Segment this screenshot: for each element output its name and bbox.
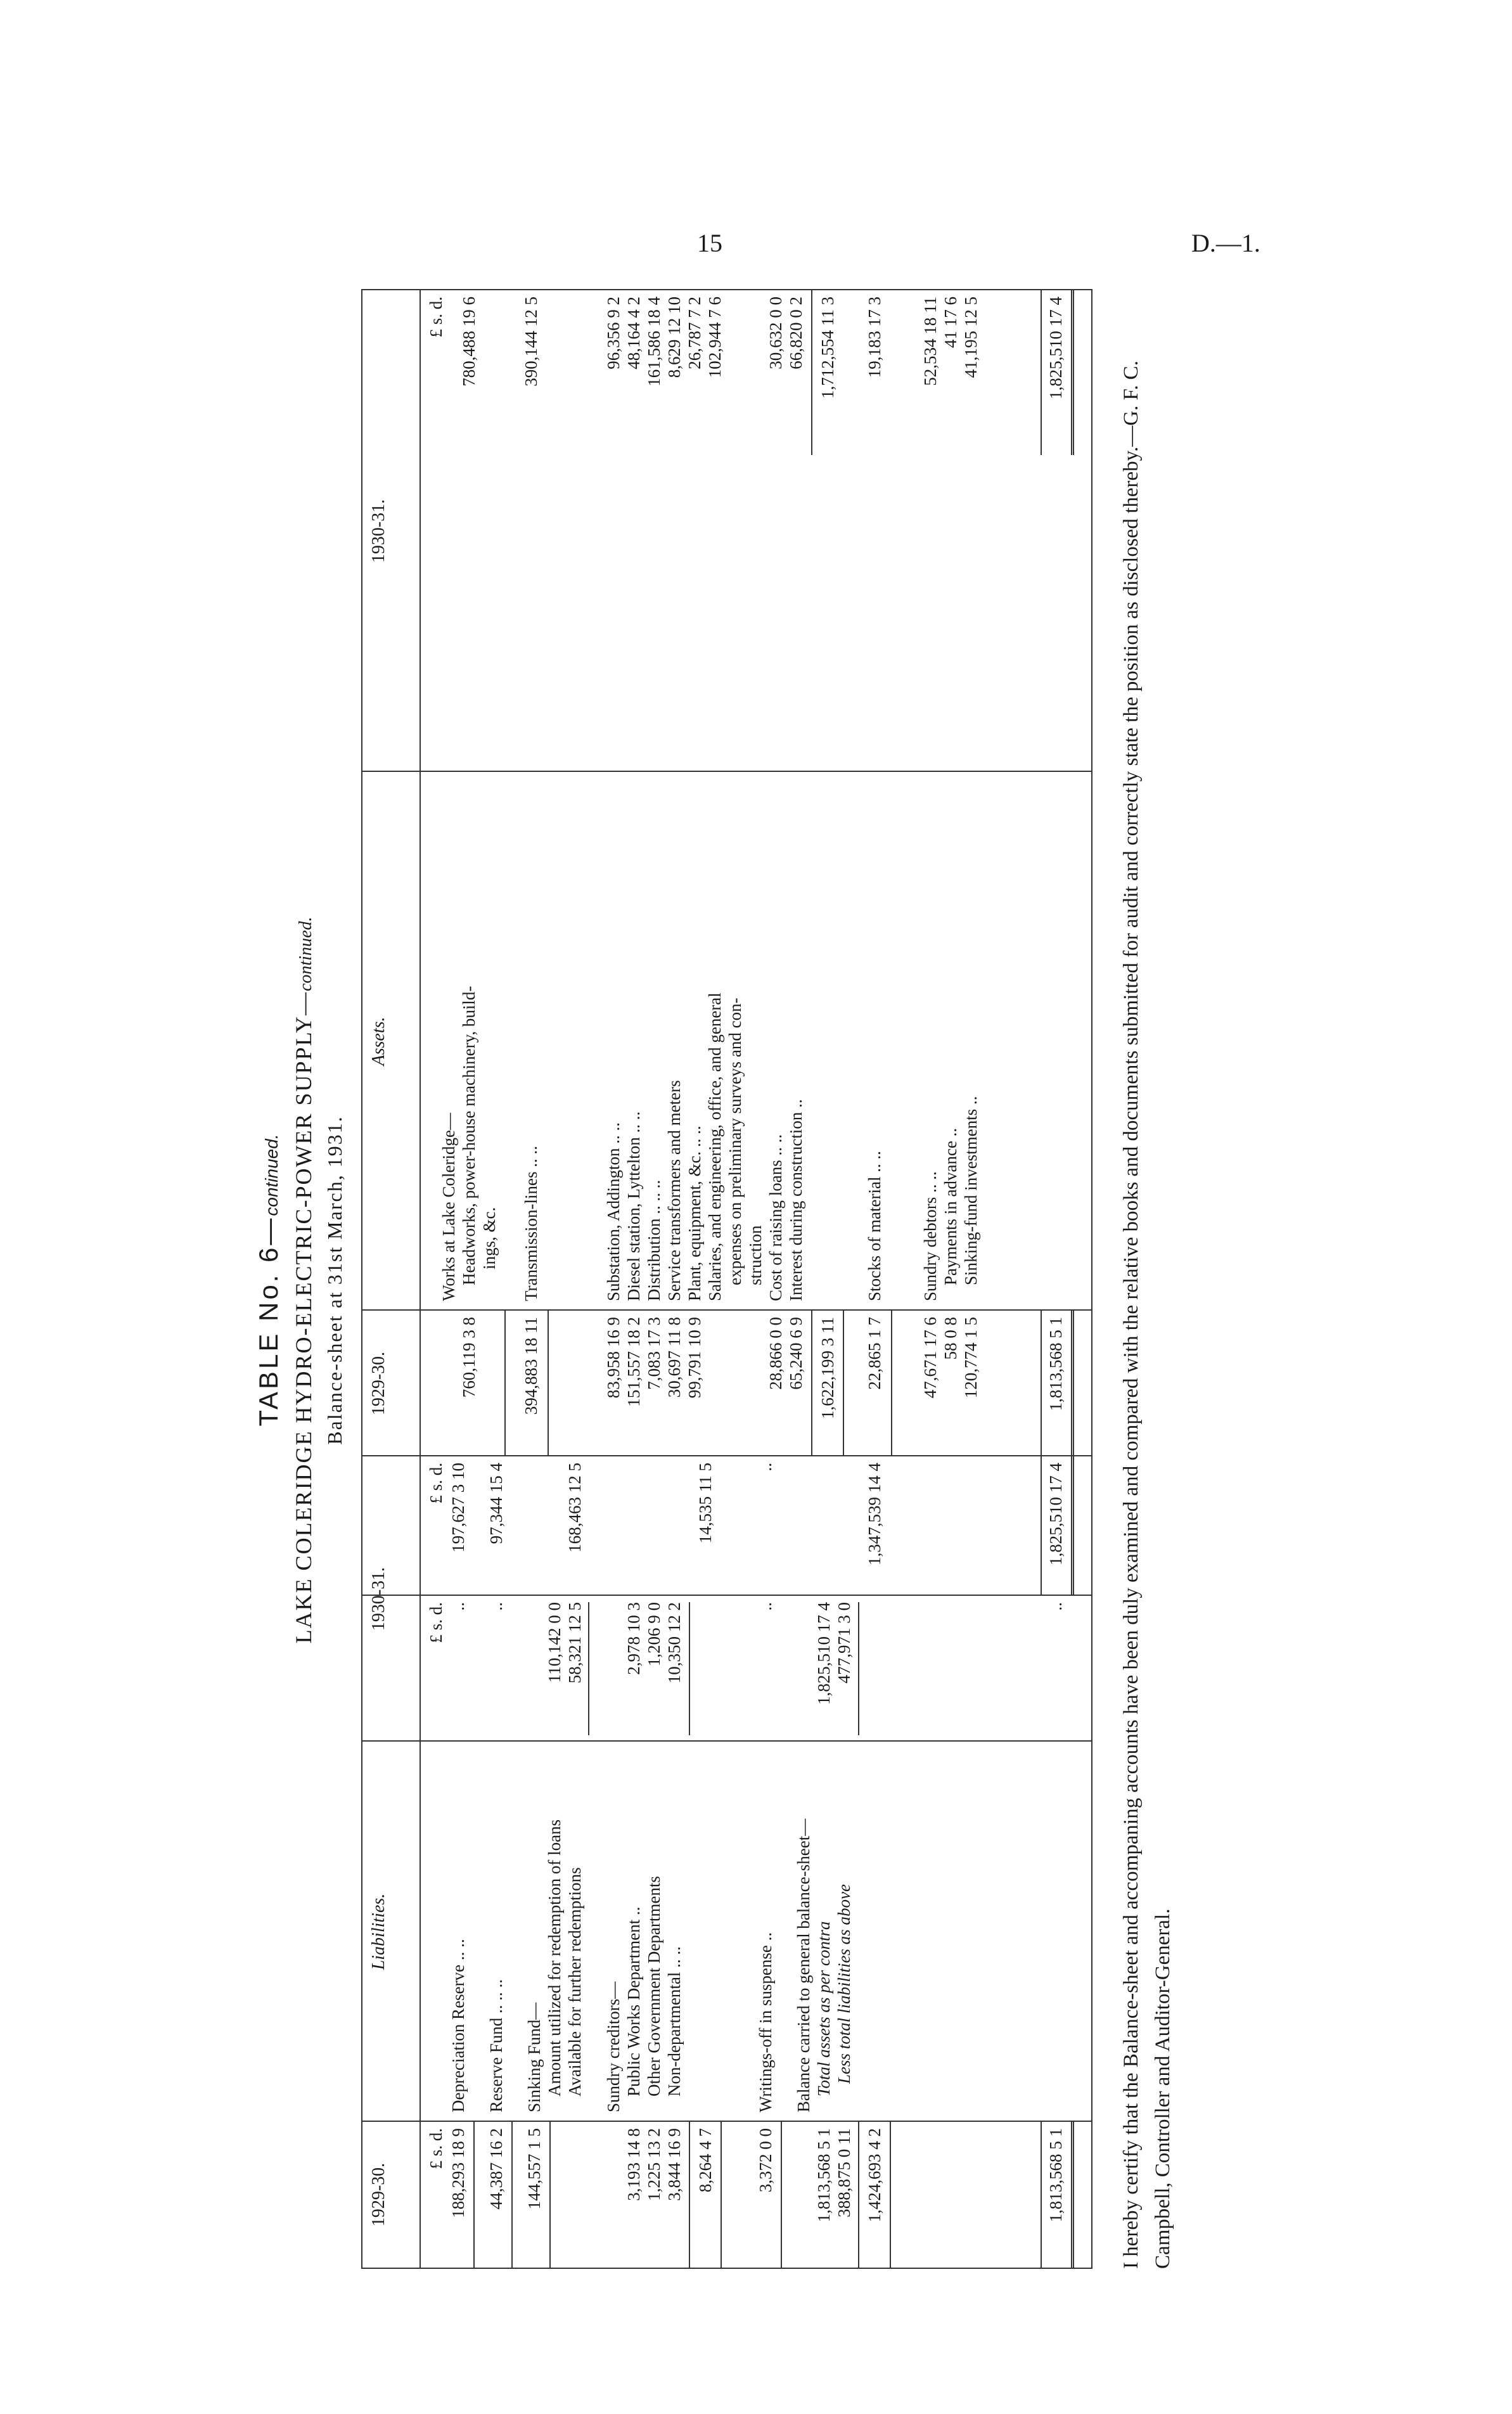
header-cur-year-assets: 1930-31. (369, 499, 388, 563)
asset-label: Transmission-lines .. .. (522, 1145, 541, 1301)
asset-cur: 390,144 12 5 (522, 297, 541, 387)
liab-sub: 1,206 9 0 (644, 1602, 663, 1667)
asset-prev: 65,240 6 9 (786, 1317, 805, 1390)
asset-prev: 22,865 1 7 (865, 1317, 884, 1390)
liab-prev: 44,387 16 2 (487, 2128, 506, 2210)
asset-prev: 7,083 17 3 (644, 1317, 663, 1390)
asset-label: Payments in advance .. (941, 1127, 960, 1285)
row-rule (511, 2122, 513, 2268)
asset-grand-total: 1,825,510 17 4 (1046, 297, 1065, 399)
row-rule (588, 1602, 589, 1735)
asset-label: ings, &c. (480, 1207, 499, 1269)
liab-prev: 144,557 1 5 (525, 2128, 544, 2210)
liab-label: Writings-off in suspense .. (756, 1932, 775, 2112)
liab-prev: 188,293 18 9 (449, 2128, 468, 2218)
row-rule (1041, 1311, 1042, 1456)
asset-cur: 52,534 18 11 (921, 297, 940, 386)
liab-label: Total assets as per contra (814, 1921, 833, 2096)
asset-label: expenses on preliminary surveys and con- (726, 998, 745, 1285)
liab-label: Sinking Fund— (525, 2002, 544, 2112)
row-rule (549, 2122, 551, 2268)
asset-label: struction (746, 1225, 765, 1285)
total-rule (1071, 1311, 1074, 1456)
liab-sub: 1,825,510 17 4 (814, 1602, 833, 1705)
row-rule (1041, 1456, 1042, 1596)
asset-label: Substation, Addington .. .. (604, 1122, 623, 1301)
row-rule (891, 1311, 892, 1456)
table-number (253, 292, 284, 2269)
liab-sub: 477,971 3 0 (835, 1602, 854, 1684)
liab-total: 1,347,539 14 4 (865, 1463, 884, 1565)
asset-label: Plant, equipment, &c. .. .. (685, 1126, 704, 1301)
liab-sub: .. (1046, 1602, 1065, 1611)
asset-label: Interest during construction .. (786, 1099, 805, 1301)
header-rule (420, 290, 421, 2268)
header-liabilities: Liabilities. (369, 1893, 388, 1970)
liab-label: Available for further redemptions (565, 1867, 584, 2096)
header-prev-year-liab: 1929-30. (369, 2162, 388, 2227)
asset-prev: 30,697 11 8 (665, 1317, 684, 1398)
liab-sub: .. (756, 1602, 775, 1611)
liab-total: 97,344 15 4 (487, 1463, 506, 1544)
liab-label: Less total liabilities as above (835, 1884, 854, 2084)
header-prev-year-assets: 1929-30. (369, 1351, 388, 1416)
money-units: £ s. d. (426, 2128, 445, 2169)
money-units: £ s. d. (426, 1463, 445, 1504)
asset-cur: 19,183 17 3 (865, 297, 884, 378)
asset-cur: 26,787 7 2 (685, 297, 704, 369)
money-units: £ s. d. (426, 297, 445, 338)
asset-label: Diesel station, Lyttelton .. .. (624, 1111, 643, 1301)
liab-prev: 3,372 0 0 (756, 2128, 775, 2193)
row-rule (504, 1311, 506, 1456)
money-units: £ s. d. (426, 1602, 445, 1643)
liab-prev: 388,875 0 11 (835, 2128, 854, 2218)
asset-label: Salaries, and engineering, office, and general (705, 992, 724, 1301)
column-rule (362, 1595, 1091, 1596)
asset-label: Stocks of material .. .. (865, 1151, 884, 1301)
liab-grand-total-prev: 1,813,568 5 1 (1046, 2128, 1065, 2223)
asset-cur: 41 17 6 (941, 297, 960, 348)
table-number-text: TABLE No. 6— (253, 1216, 283, 1427)
row-rule (548, 1311, 549, 1456)
asset-label: Service transformers and meters (665, 1080, 684, 1301)
asset-prev: 120,774 1 5 (961, 1317, 980, 1399)
table-title-text: LAKE COLERIDGE HYDRO-ELECTRIC-POWER SUPPLY— (291, 991, 316, 1644)
asset-cur: 41,195 12 5 (961, 297, 980, 378)
table-number-suffix: continued. (262, 1134, 281, 1216)
asset-prev: 151,557 18 2 (624, 1317, 643, 1407)
asset-label: Sundry debtors .. .. (921, 1171, 940, 1301)
row-rule (1041, 290, 1042, 455)
balance-sheet (361, 289, 1092, 2269)
asset-cur: 66,820 0 2 (786, 297, 805, 369)
asset-grand-total-prev: 1,813,568 5 1 (1046, 1317, 1065, 1411)
asset-cur: 96,356 9 2 (604, 297, 623, 369)
asset-subtotal-prev: 1,622,199 3 11 (818, 1317, 837, 1419)
liab-prev: 3,844 16 9 (665, 2128, 684, 2201)
page-number: 15 (697, 229, 722, 257)
total-rule (1071, 290, 1074, 455)
asset-subtotal: 1,712,554 11 3 (818, 297, 837, 399)
liab-sub: .. (449, 1602, 468, 1611)
asset-label: Distribution .. .. .. (644, 1179, 663, 1301)
asset-cur: 161,586 18 4 (644, 297, 663, 387)
liab-total: .. (756, 1463, 775, 1472)
document-reference: D.—1. (1191, 229, 1260, 257)
asset-label: Cost of raising loans .. .. (766, 1134, 785, 1301)
row-rule (858, 2122, 859, 2268)
liab-total: 14,535 11 5 (696, 1463, 715, 1544)
column-rule (362, 1740, 1091, 1742)
liab-prev: 1,813,568 5 1 (814, 2128, 833, 2223)
liab-prev: 8,264 4 7 (696, 2128, 715, 2193)
asset-cur: 102,944 7 6 (705, 297, 724, 378)
asset-prev: 99,791 10 9 (685, 1317, 704, 1399)
liab-sub: 58,321 12 5 (565, 1602, 584, 1684)
liab-label: Non-departmental .. .. (665, 1946, 684, 2096)
rotated-table-area (253, 292, 1204, 2269)
liab-label: Other Government Departments (644, 1876, 663, 2096)
header-cur-year-liab: 1930-31. (369, 1567, 388, 1631)
column-rule (362, 771, 1091, 772)
total-rule (1071, 2122, 1074, 2268)
liab-total: 197,627 3 10 (449, 1463, 468, 1553)
asset-prev: 394,883 18 11 (522, 1317, 541, 1415)
asset-label: Headworks, power-house machinery, build- (459, 986, 478, 1285)
asset-label: Works at Lake Coleridge— (439, 1113, 458, 1301)
liab-label: Balance carried to general balance-sheet— (794, 1818, 813, 2112)
liab-label: Reserve Fund .. .. .. (487, 1979, 506, 2112)
asset-label: Sinking-fund investments .. (961, 1096, 980, 1285)
row-rule (689, 2122, 690, 2268)
row-rule (781, 2122, 782, 2268)
asset-cur: 48,164 4 2 (624, 297, 643, 369)
liab-label: Public Works Department .. (624, 1906, 643, 2096)
asset-cur: 8,629 12 10 (665, 297, 684, 378)
row-rule (890, 2122, 891, 2268)
liab-label: Sundry creditors— (604, 1981, 623, 2112)
liab-label: Amount utilized for redemption of loans (545, 1819, 564, 2096)
liab-label: Depreciation Reserve .. .. (449, 1939, 468, 2112)
row-rule (858, 1602, 859, 1735)
row-rule (473, 2122, 475, 2268)
asset-cur: 30,632 0 0 (766, 297, 785, 369)
liab-grand-total: 1,825,510 17 4 (1046, 1463, 1065, 1565)
table-title-suffix: continued. (296, 916, 316, 992)
total-rule (1071, 1456, 1074, 1596)
column-rule (362, 1455, 1091, 1456)
column-rule (362, 1309, 1091, 1311)
asset-prev: 58 0 8 (941, 1317, 960, 1360)
liab-sub: .. (487, 1602, 506, 1611)
table-content (253, 292, 1204, 2269)
row-rule (811, 290, 812, 455)
column-rule (362, 2121, 1091, 2122)
asset-prev: 28,866 0 0 (766, 1317, 785, 1390)
asset-prev: 83,958 16 9 (604, 1317, 623, 1399)
table-title (290, 292, 317, 2269)
header-assets: Assets. (369, 1017, 388, 1066)
asset-prev: 760,119 3 8 (459, 1317, 478, 1398)
liab-prev: 1,225 13 2 (644, 2128, 663, 2201)
row-rule (689, 1602, 690, 1735)
liab-sub: 10,350 12 2 (665, 1602, 684, 1684)
row-rule (1041, 2122, 1042, 2268)
row-rule (721, 2122, 722, 2268)
liab-sub: 2,978 10 3 (624, 1602, 643, 1675)
audit-certificate: I hereby certify that the Balance-sheet and accompaning accounts have been duly examined and compared with the relative books and documents submitted for audit and correctly state the position as disclosed thereby.—G. F. C. Campbell, Controller and Auditor-General. (1120, 360, 1174, 2269)
asset-prev: 47,671 17 6 (921, 1317, 940, 1399)
asset-cur: 780,488 19 6 (459, 297, 478, 387)
liab-total: 168,463 12 5 (565, 1463, 584, 1553)
row-rule (811, 1311, 812, 1456)
liab-prev: 3,193 14 8 (624, 2128, 643, 2201)
row-rule (843, 1311, 844, 1456)
liab-sub: 110,142 0 0 (545, 1602, 564, 1683)
table-subtitle: Balance-sheet at 31st March, 1931. (323, 1115, 346, 1445)
liab-prev: 1,424,693 4 2 (865, 2128, 884, 2223)
